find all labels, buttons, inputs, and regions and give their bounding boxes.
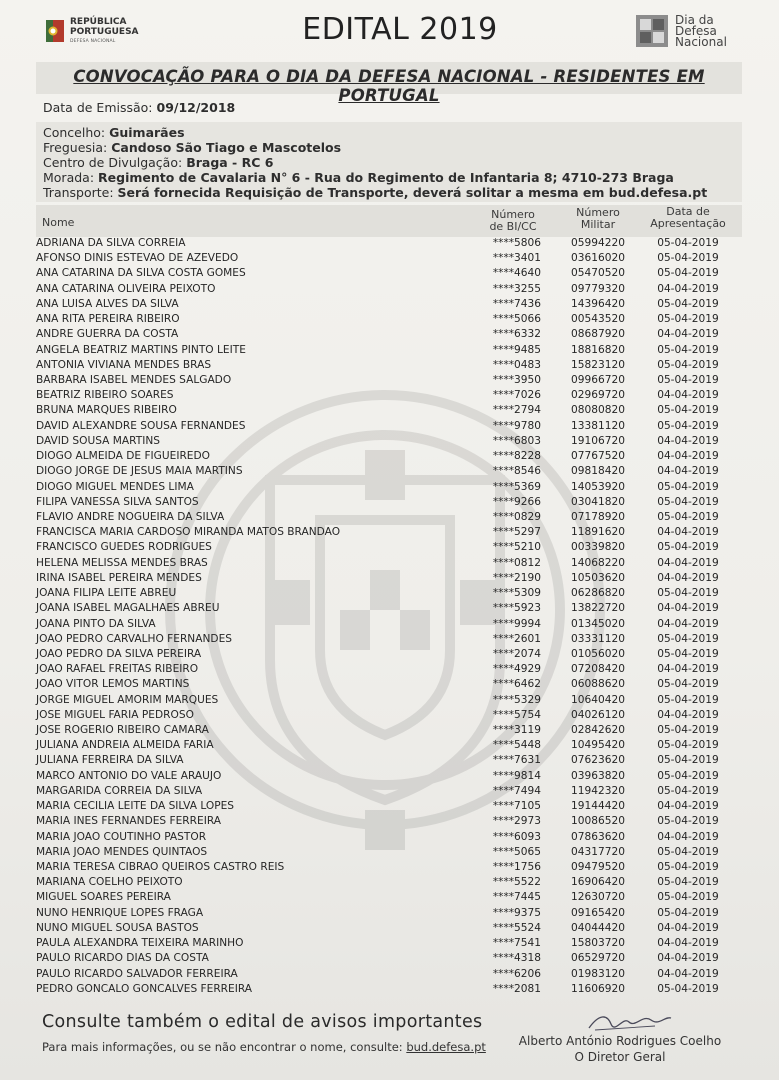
cell-name: MIGUEL SOARES PEREIRA	[36, 891, 171, 904]
cell-name: JOAO VITOR LEMOS MARTINS	[36, 678, 190, 691]
table-row	[36, 374, 742, 389]
cell-date: 05-04-2019	[657, 237, 719, 249]
table-row	[36, 831, 742, 846]
cell-bi: ****8228	[492, 450, 541, 463]
cell-military: 15803720	[571, 937, 625, 950]
cell-date: 05-04-2019	[657, 647, 719, 660]
cell-date: 04-04-2019	[657, 952, 719, 965]
cell-name: MARIA CECILIA LEITE DA SILVA LOPES	[36, 800, 235, 813]
cell-bi: ****2074	[492, 647, 541, 660]
cell-name: ANDRE GUERRA DA COSTA	[36, 328, 179, 341]
cell-name: BRUNA MARQUES RIBEIRO	[36, 404, 177, 417]
cell-military: 10086520	[571, 815, 625, 828]
table-row	[36, 907, 742, 922]
cell-name: JULIANA FERREIRA DA SILVA	[36, 754, 184, 767]
header-bi-line: de BI/CC	[489, 220, 537, 233]
cell-date: 05-04-2019	[657, 739, 719, 752]
cell-bi: ****5524	[492, 921, 541, 934]
cell-name: MARGARIDA CORREIA DA SILVA	[36, 784, 203, 797]
cell-name: BARBARA ISABEL MENDES SALGADO	[36, 373, 232, 386]
cell-bi: ****9266	[492, 495, 541, 508]
cell-date: 04-04-2019	[657, 967, 719, 980]
cell-date: 05-04-2019	[657, 906, 719, 919]
cell-date: 04-04-2019	[657, 708, 719, 721]
cell-date: 04-04-2019	[657, 602, 719, 615]
cell-date: 05-04-2019	[657, 891, 719, 904]
cell-bi: ****2794	[492, 404, 541, 417]
cell-military: 07178920	[571, 510, 625, 523]
cell-date: 05-04-2019	[657, 267, 719, 280]
cell-military: 01345020	[571, 617, 625, 630]
cell-military: 06088620	[571, 678, 625, 691]
table-row	[36, 557, 742, 572]
signature-icon	[585, 1008, 675, 1034]
table-row	[36, 450, 742, 465]
cell-name: ADRIANA DA SILVA CORREIA	[36, 237, 186, 249]
cell-bi: ****6206	[492, 967, 541, 980]
subtitle-band	[36, 62, 742, 105]
cell-bi: ****2081	[492, 982, 541, 995]
info-label: Centro de Divulgação:	[43, 155, 183, 170]
cell-date: 05-04-2019	[657, 419, 719, 432]
cell-name: FLAVIO ANDRE NOGUEIRA DA SILVA	[36, 510, 225, 523]
cell-name: JOAO RAFAEL FREITAS RIBEIRO	[36, 663, 199, 676]
cell-date: 04-04-2019	[657, 830, 719, 843]
cell-military: 13381120	[571, 419, 625, 432]
cell-military: 09966720	[571, 373, 625, 386]
cell-bi: ****5210	[492, 541, 541, 554]
cell-bi: ****5066	[492, 313, 541, 326]
table-row	[36, 526, 742, 541]
header-date-line: Data de	[666, 205, 710, 218]
table-row	[36, 572, 742, 587]
table-row	[36, 663, 742, 678]
table-row	[36, 754, 742, 769]
cell-date: 05-04-2019	[657, 510, 719, 523]
cell-bi: ****6332	[492, 328, 541, 341]
cell-bi: ****5309	[492, 587, 541, 600]
cell-date: 04-04-2019	[657, 434, 719, 447]
table-row	[36, 344, 742, 359]
info-value: Regimento de Cavalaria N° 6 - Rua do Regimento de Infantaria 8; 4710-273 Braga	[98, 170, 674, 185]
cell-date: 05-04-2019	[657, 678, 719, 691]
info-concelho	[43, 125, 185, 140]
cell-date: 04-04-2019	[657, 328, 719, 341]
table-row	[36, 618, 742, 633]
cell-name: ANA RITA PEREIRA RIBEIRO	[36, 313, 180, 326]
header-military	[562, 207, 634, 231]
cell-military: 09479520	[571, 861, 625, 874]
republica-portuguesa-logo	[46, 14, 146, 50]
table-row	[36, 359, 742, 374]
cell-military: 09818420	[571, 465, 625, 478]
cell-military: 04044420	[571, 921, 625, 934]
cell-name: DIOGO ALMEIDA DE FIGUEIREDO	[36, 450, 210, 463]
cell-date: 04-04-2019	[657, 800, 719, 813]
cell-date: 04-04-2019	[657, 282, 719, 295]
cell-military: 07767520	[571, 450, 625, 463]
table-row	[36, 800, 742, 815]
cell-name: DIOGO JORGE DE JESUS MAIA MARTINS	[36, 465, 243, 478]
bud-defesa-link[interactable]: bud.defesa.pt	[406, 1040, 486, 1054]
cell-date: 05-04-2019	[657, 541, 719, 554]
cell-military: 01056020	[571, 647, 625, 660]
more-info-label: Para mais informações, ou se não encontrar o nome, consulte:	[42, 1040, 403, 1054]
cell-military: 09779320	[571, 282, 625, 295]
cell-military: 03331120	[571, 632, 625, 645]
info-value: Candoso São Tiago e Mascotelos	[111, 140, 342, 155]
cell-bi: ****0483	[492, 358, 541, 371]
cell-name: FILIPA VANESSA SILVA SANTOS	[36, 495, 199, 508]
cell-military: 04317720	[571, 845, 625, 858]
cell-bi: ****5369	[492, 480, 541, 493]
ddn-line: Defesa	[675, 24, 717, 38]
cell-bi: ****2190	[492, 571, 541, 584]
ddn-line: Dia da	[675, 13, 714, 27]
cell-bi: ****2601	[492, 632, 541, 645]
cell-name: MARIA JOAO MENDES QUINTAOS	[36, 845, 208, 858]
notice-text: Consulte também o edital de avisos importantes	[42, 1012, 483, 1032]
cell-military: 04026120	[571, 708, 625, 721]
cell-date: 04-04-2019	[657, 450, 719, 463]
cell-bi: ****5329	[492, 693, 541, 706]
cell-name: NUNO MIGUEL SOUSA BASTOS	[36, 921, 199, 934]
cell-date: 05-04-2019	[657, 845, 719, 858]
info-centro	[43, 155, 273, 170]
cell-date: 05-04-2019	[657, 876, 719, 889]
table-row	[36, 983, 742, 998]
table-row	[36, 952, 742, 967]
more-info-text	[42, 1040, 486, 1054]
cell-name: PAULA ALEXANDRA TEIXEIRA MARINHO	[36, 937, 244, 950]
table-row	[36, 891, 742, 906]
cell-name: JOAO PEDRO DA SILVA PEREIRA	[36, 647, 202, 660]
cell-date: 04-04-2019	[657, 921, 719, 934]
table-row	[36, 541, 742, 556]
table-row	[36, 587, 742, 602]
cell-bi: ****2973	[492, 815, 541, 828]
cell-bi: ****4929	[492, 663, 541, 676]
cell-date: 05-04-2019	[657, 343, 719, 356]
cell-military: 03041820	[571, 495, 625, 508]
cell-date: 05-04-2019	[657, 769, 719, 782]
cell-military: 16906420	[571, 876, 625, 889]
cell-name: PAULO RICARDO DIAS DA COSTA	[36, 952, 209, 965]
cell-military: 02842620	[571, 724, 625, 737]
cell-military: 03963820	[571, 769, 625, 782]
cell-bi: ****9375	[492, 906, 541, 919]
table-row	[36, 648, 742, 663]
cell-bi: ****5754	[492, 708, 541, 721]
cell-bi: ****5806	[492, 237, 541, 249]
table-row	[36, 678, 742, 693]
cell-military: 18816820	[571, 343, 625, 356]
table-row	[36, 237, 742, 252]
cell-military: 14068220	[571, 556, 625, 569]
cell-military: 10503620	[571, 571, 625, 584]
cell-date: 05-04-2019	[657, 815, 719, 828]
cell-bi: ****7494	[492, 784, 541, 797]
table-row	[36, 633, 742, 648]
table-row	[36, 511, 742, 526]
cell-name: JOANA FILIPA LEITE ABREU	[36, 587, 177, 600]
portugal-shield-icon	[46, 20, 64, 42]
cell-military: 00339820	[571, 541, 625, 554]
ddn-line: Nacional	[675, 35, 727, 49]
cell-name: AFONSO DINIS ESTEVAO DE AZEVEDO	[36, 252, 239, 265]
cell-date: 05-04-2019	[657, 495, 719, 508]
cell-military: 11942320	[571, 784, 625, 797]
header-bi	[481, 209, 545, 233]
table-row	[36, 404, 742, 419]
table-row	[36, 846, 742, 861]
table-row	[36, 420, 742, 435]
republic-sub: DEFESA NACIONAL	[70, 39, 116, 44]
cell-name: DAVID ALEXANDRE SOUSA FERNANDES	[36, 419, 246, 432]
table-row	[36, 283, 742, 298]
cell-name: DAVID SOUSA MARTINS	[36, 434, 161, 447]
table-row	[36, 496, 742, 511]
cell-bi: ****7445	[492, 891, 541, 904]
table-row	[36, 709, 742, 724]
cell-bi: ****5448	[492, 739, 541, 752]
cell-name: JOSE MIGUEL FARIA PEDROSO	[36, 708, 194, 721]
cell-military: 08080820	[571, 404, 625, 417]
cell-bi: ****5297	[492, 526, 541, 539]
emission-value: 09/12/2018	[156, 100, 236, 115]
info-transporte	[43, 185, 707, 200]
table-row	[36, 770, 742, 785]
cell-bi: ****9994	[492, 617, 541, 630]
cell-name: MARIA JOAO COUTINHO PASTOR	[36, 830, 207, 843]
cell-name: MARCO ANTONIO DO VALE ARAUJO	[36, 769, 222, 782]
cell-name: ANGELA BEATRIZ MARTINS PINTO LEITE	[36, 343, 246, 356]
cell-date: 05-04-2019	[657, 358, 719, 371]
cell-date: 05-04-2019	[657, 252, 719, 265]
cell-name: ANA LUISA ALVES DA SILVA	[36, 297, 179, 310]
cell-date: 04-04-2019	[657, 937, 719, 950]
cell-name: ANA CATARINA DA SILVA COSTA GOMES	[36, 267, 246, 280]
cell-date: 05-04-2019	[657, 632, 719, 645]
table-row	[36, 968, 742, 983]
cell-military: 10640420	[571, 693, 625, 706]
cell-name: MARIANA COELHO PEIXOTO	[36, 876, 183, 889]
dia-defesa-nacional-logo	[635, 12, 745, 52]
cell-date: 04-04-2019	[657, 663, 719, 676]
table-row	[36, 861, 742, 876]
table-row	[36, 389, 742, 404]
cell-name: HELENA MELISSA MENDES BRAS	[36, 556, 208, 569]
emission-label: Data de Emissão:	[43, 100, 153, 115]
cell-military: 02969720	[571, 389, 625, 402]
cell-military: 03616020	[571, 252, 625, 265]
info-label: Concelho:	[43, 125, 106, 140]
cell-military: 12630720	[571, 891, 625, 904]
cell-bi: ****4318	[492, 952, 541, 965]
cell-bi: ****3401	[492, 252, 541, 265]
table-row	[36, 313, 742, 328]
cell-name: JULIANA ANDREIA ALMEIDA FARIA	[36, 739, 214, 752]
cell-bi: ****7541	[492, 937, 541, 950]
table-row	[36, 785, 742, 800]
cell-name: PAULO RICARDO SALVADOR FERREIRA	[36, 967, 238, 980]
cell-date: 05-04-2019	[657, 693, 719, 706]
signatory-role: O Diretor Geral	[574, 1050, 666, 1064]
cell-military: 13822720	[571, 602, 625, 615]
table-row	[36, 252, 742, 267]
cell-bi: ****3119	[492, 724, 541, 737]
cell-name: IRINA ISABEL PEREIRA MENDES	[36, 571, 202, 584]
cell-date: 05-04-2019	[657, 784, 719, 797]
cell-date: 05-04-2019	[657, 480, 719, 493]
header-military-line: Militar	[580, 218, 616, 231]
cell-date: 04-04-2019	[657, 556, 719, 569]
cell-date: 05-04-2019	[657, 587, 719, 600]
cell-name: BEATRIZ RIBEIRO SOARES	[36, 389, 174, 402]
table-row	[36, 267, 742, 282]
info-freguesia	[43, 140, 341, 155]
cell-military: 07623620	[571, 754, 625, 767]
cell-date: 04-04-2019	[657, 617, 719, 630]
cell-bi: ****9814	[492, 769, 541, 782]
table-row	[36, 922, 742, 937]
cell-military: 10495420	[571, 739, 625, 752]
cell-date: 05-04-2019	[657, 404, 719, 417]
cell-name: JOANA ISABEL MAGALHAES ABREU	[36, 602, 220, 615]
table-row	[36, 465, 742, 480]
cell-date: 05-04-2019	[657, 373, 719, 386]
ddn-logo-text	[675, 15, 745, 48]
cell-name: MARIA INES FERNANDES FERREIRA	[36, 815, 222, 828]
cell-military: 01983120	[571, 967, 625, 980]
cell-military: 06529720	[571, 952, 625, 965]
convocation-subtitle: CONVOCAÇÃO PARA O DIA DA DEFESA NACIONAL - RESIDENTES EM PORTUGAL	[73, 67, 705, 105]
cell-name: PEDRO GONCALO GONCALVES FERREIRA	[36, 982, 253, 995]
cell-military: 06286820	[571, 587, 625, 600]
table-row	[36, 602, 742, 617]
cell-date: 04-04-2019	[657, 526, 719, 539]
cell-name: JOANA PINTO DA SILVA	[36, 617, 156, 630]
info-label: Transporte:	[43, 185, 114, 200]
cell-bi: ****0829	[492, 510, 541, 523]
cell-bi: ****0812	[492, 556, 541, 569]
cell-name: DIOGO MIGUEL MENDES LIMA	[36, 480, 194, 493]
cell-name: JOAO PEDRO CARVALHO FERNANDES	[36, 632, 232, 645]
table-row	[36, 481, 742, 496]
cell-military: 11606920	[571, 982, 625, 995]
table-row	[36, 739, 742, 754]
table-row	[36, 937, 742, 952]
table-row	[36, 298, 742, 313]
cell-bi: ****5923	[492, 602, 541, 615]
cell-name: ANA CATARINA OLIVEIRA PEIXOTO	[36, 282, 216, 295]
cell-bi: ****7436	[492, 297, 541, 310]
cell-name: JORGE MIGUEL AMORIM MARQUES	[36, 693, 219, 706]
cell-military: 07208420	[571, 663, 625, 676]
info-label: Freguesia:	[43, 140, 108, 155]
cell-date: 04-04-2019	[657, 389, 719, 402]
cell-name: FRANCISCA MARIA CARDOSO MIRANDA MATOS BRANDAO	[36, 526, 341, 539]
cell-bi: ****6462	[492, 678, 541, 691]
cell-name: JOSE ROGERIO RIBEIRO CAMARA	[36, 724, 209, 737]
cell-bi: ****9780	[492, 419, 541, 432]
cell-date: 04-04-2019	[657, 571, 719, 584]
table-row	[36, 876, 742, 891]
info-value: Guimarães	[109, 125, 185, 140]
table-row	[36, 328, 742, 343]
cell-name: NUNO HENRIQUE LOPES FRAGA	[36, 906, 204, 919]
cell-bi: ****9485	[492, 343, 541, 356]
cell-bi: ****7105	[492, 800, 541, 813]
cell-bi: ****7631	[492, 754, 541, 767]
cell-military: 15823120	[571, 358, 625, 371]
table-header	[36, 205, 742, 237]
signatory-name: Alberto António Rodrigues Coelho	[518, 1034, 722, 1048]
cell-date: 04-04-2019	[657, 465, 719, 478]
cell-military: 19106720	[571, 434, 625, 447]
header-bi-line: Número	[491, 208, 535, 221]
cell-name: MARIA TERESA CIBRAO QUEIROS CASTRO REIS	[36, 861, 285, 874]
header-date	[640, 206, 736, 230]
cell-date: 05-04-2019	[657, 982, 719, 995]
cell-date: 05-04-2019	[657, 724, 719, 737]
cell-bi: ****3950	[492, 373, 541, 386]
cell-military: 14053920	[571, 480, 625, 493]
cell-military: 05470520	[571, 267, 625, 280]
cell-military: 08687920	[571, 328, 625, 341]
header-name: Nome	[42, 216, 75, 229]
cell-date: 05-04-2019	[657, 754, 719, 767]
cell-bi: ****5065	[492, 845, 541, 858]
info-morada	[43, 170, 674, 185]
cell-military: 00543520	[571, 313, 625, 326]
info-value: Será fornecida Requisição de Transporte, deverá solitar a mesma em bud.defesa.pt	[117, 185, 708, 200]
cell-bi: ****5522	[492, 876, 541, 889]
cell-military: 09165420	[571, 906, 625, 919]
cell-bi: ****4640	[492, 267, 541, 280]
cell-military: 14396420	[571, 297, 625, 310]
cell-name: FRANCISCO GUEDES RODRIGUES	[36, 541, 212, 554]
cell-bi: ****8546	[492, 465, 541, 478]
table-row	[36, 435, 742, 450]
ddn-emblem-icon	[635, 14, 669, 48]
cell-bi: ****1756	[492, 861, 541, 874]
table-row	[36, 815, 742, 830]
cell-military: 11891620	[571, 526, 625, 539]
republic-name: REPÚBLICA PORTUGUESA	[70, 17, 139, 37]
table-row	[36, 724, 742, 739]
cell-military: 07863620	[571, 830, 625, 843]
cell-military: 19144420	[571, 800, 625, 813]
cell-name: ANTONIA VIVIANA MENDES BRAS	[36, 358, 212, 371]
table-row	[36, 694, 742, 709]
cell-bi: ****6093	[492, 830, 541, 843]
emission-date	[43, 100, 235, 115]
cell-bi: ****3255	[492, 282, 541, 295]
info-value: Braga - RC 6	[186, 155, 274, 170]
page-title: EDITAL 2019	[302, 12, 498, 47]
cell-date: 05-04-2019	[657, 297, 719, 310]
cell-bi: ****6803	[492, 434, 541, 447]
info-label: Morada:	[43, 170, 95, 185]
cell-military: 05994220	[571, 237, 625, 249]
header-military-line: Número	[576, 206, 620, 219]
cell-date: 05-04-2019	[657, 861, 719, 874]
header-date-line: Apresentação	[650, 217, 726, 230]
cell-date: 05-04-2019	[657, 313, 719, 326]
cell-bi: ****7026	[492, 389, 541, 402]
